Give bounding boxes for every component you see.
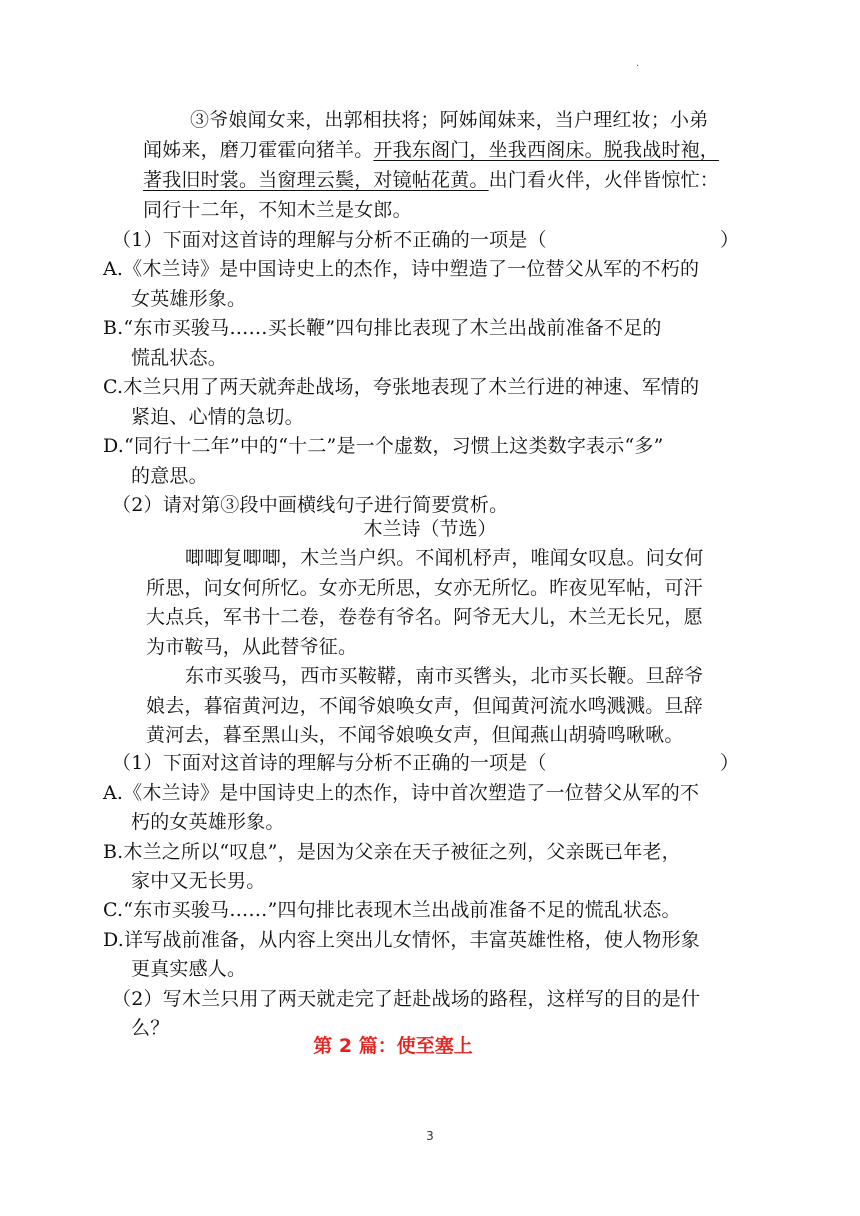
poem-line-5: 东市买骏马，西市买鞍鞯，南市买辔头，北市买长鞭。旦辞爷	[185, 665, 704, 687]
page-number: 3	[426, 1129, 434, 1143]
underlined-sentence: 开我东阁门，坐我西阁床。脱我战时袍，	[373, 139, 720, 161]
poem-line-6: 娘去，暮宿黄河边，不闻爷娘唤女声，但闻黄河流水鸣溅溅。旦辞	[146, 695, 703, 717]
question-4-line-1: （2）写木兰只用了两天就走完了赶赴战场的路程，这样写的目的是什	[112, 988, 701, 1010]
answer-bracket-close: ）	[720, 752, 740, 774]
option-b-line-2: 慌乱状态。	[131, 347, 228, 369]
poem-line-7: 黄河去，暮至黑山头，不闻爷娘唤女声，但闻燕山胡骑鸣啾啾。	[146, 724, 684, 746]
poem-line-1: 唧唧复唧唧，木兰当户织。不闻机杼声，唯闻女叹息。问女何	[185, 547, 704, 569]
option-d-line-2: 更真实感人。	[131, 958, 247, 980]
passage-text: 出门看火伴，火伴皆惊忙：	[488, 169, 720, 191]
question-4-line-2: 么？	[131, 1017, 170, 1039]
passage-line-4: 同行十二年，不知木兰是女郎。	[143, 199, 412, 221]
passage-line-1: ③爷娘闻女来，出郭相扶将；阿姊闻妹来，当户理红妆；小弟	[190, 109, 709, 131]
option-d-line-1: D.详写战前准备，从内容上突出儿女情怀，丰富英雄性格，使人物形象	[103, 929, 700, 951]
passage-line-3	[143, 167, 719, 193]
answer-bracket-close: ）	[720, 229, 740, 251]
question-1-stem: （1）下面对这首诗的理解与分析不正确的一项是（	[112, 229, 547, 251]
option-b-line-1: B.木兰之所以“叹息”，是因为父亲在天子被征之列，父亲既已年老，	[103, 841, 681, 863]
option-d-line-2: 的意思。	[131, 465, 208, 487]
passage-text: 闻姊来，磨刀霍霍向猪羊。	[143, 139, 374, 161]
poem-title: 木兰诗（节选）	[363, 518, 497, 540]
option-a-line-1: A.《木兰诗》是中国诗史上的杰作，诗中塑造了一位替父从军的不朽的	[103, 258, 700, 280]
section-heading: 第 2 篇：使至塞上	[313, 1035, 473, 1057]
underlined-sentence: 著我旧时裳。当窗理云鬓，对镜帖花黄。	[143, 169, 489, 191]
option-c-line-2: 紧迫、心情的急切。	[131, 406, 304, 428]
option-a-line-2: 女英雄形象。	[131, 288, 247, 310]
option-a-line-1: A.《木兰诗》是中国诗史上的杰作，诗中首次塑造了一位替父从军的不	[103, 782, 700, 804]
poem-line-4: 为市鞍马，从此替爷征。	[146, 636, 358, 658]
header-mark: .	[636, 58, 640, 69]
question-2: （2）请对第③段中画横线句子进行简要赏析。	[112, 494, 509, 516]
option-c-line-1: C.木兰只用了两天就奔赴战场，夸张地表现了木兰行进的神速、军情的	[103, 376, 700, 398]
question-3-stem: （1）下面对这首诗的理解与分析不正确的一项是（	[112, 752, 547, 774]
poem-line-2: 所思，问女何所忆。女亦无所思，女亦无所忆。昨夜见军帖，可汗	[146, 577, 703, 599]
option-c-line-1: C.“东市买骏马……”四句排比表现木兰出战前准备不足的慌乱状态。	[103, 899, 681, 921]
poem-line-3: 大点兵，军书十二卷，卷卷有爷名。阿爷无大儿，木兰无长兄，愿	[146, 606, 703, 628]
option-a-line-2: 朽的女英雄形象。	[131, 811, 285, 833]
option-b-line-1: B.“东市买骏马……买长鞭”四句排比表现了木兰出战前准备不足的	[103, 317, 662, 339]
option-b-line-2: 家中又无长男。	[131, 870, 266, 892]
passage-line-2	[143, 137, 719, 163]
option-d-line-1: D.“同行十二年”中的“十二”是一个虚数，习惯上这类数字表示“多”	[103, 435, 664, 457]
